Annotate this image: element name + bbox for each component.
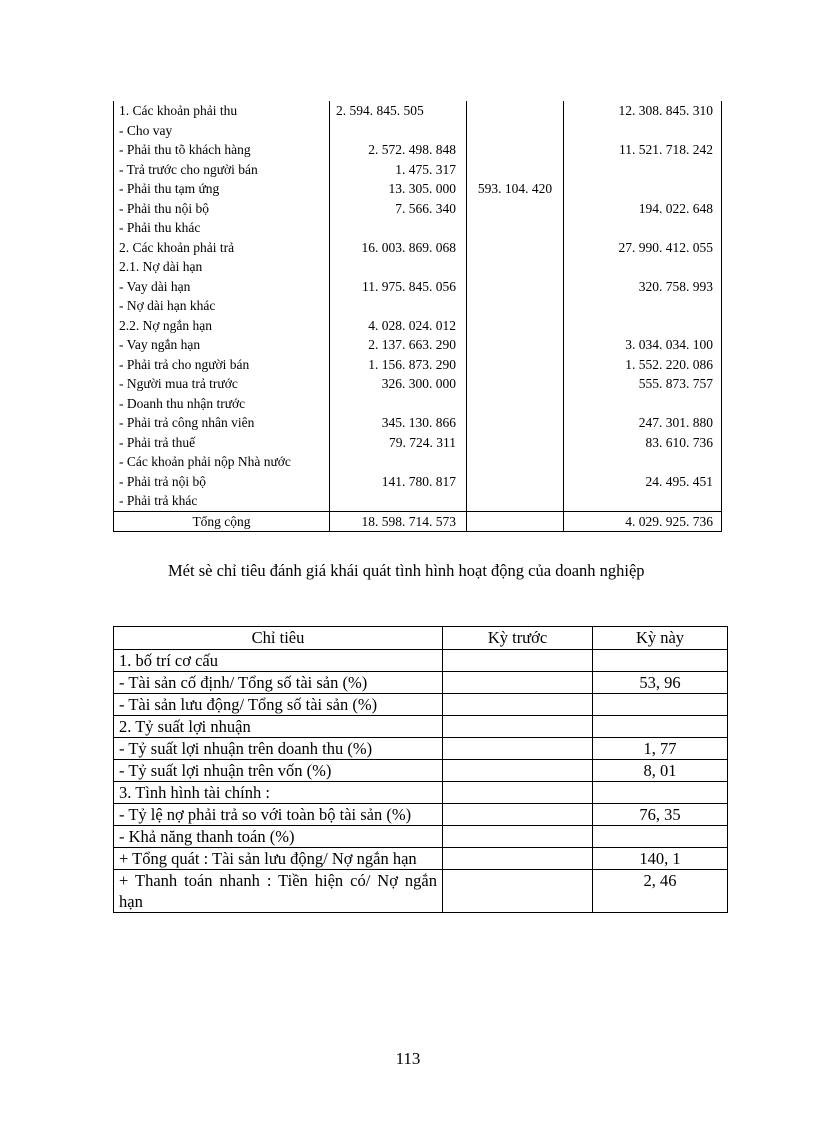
current-period-value bbox=[593, 716, 728, 738]
table-row bbox=[114, 179, 722, 199]
value-col-3: 3. 034. 034. 100 bbox=[564, 335, 722, 355]
value-col-3 bbox=[564, 179, 722, 199]
previous-period-value bbox=[443, 760, 593, 782]
value-col-1: 13. 305. 000 bbox=[330, 179, 467, 199]
header-current-period: Kỳ này bbox=[593, 627, 728, 650]
previous-period-value bbox=[443, 870, 593, 913]
value-col-2 bbox=[467, 121, 564, 141]
table-row bbox=[114, 316, 722, 336]
value-col-1 bbox=[330, 296, 467, 316]
value-col-1: 2. 137. 663. 290 bbox=[330, 335, 467, 355]
value-col-3: 1. 552. 220. 086 bbox=[564, 355, 722, 375]
value-col-3: 194. 022. 648 bbox=[564, 199, 722, 219]
value-col-1 bbox=[330, 218, 467, 238]
previous-period-value bbox=[443, 716, 593, 738]
table-row bbox=[114, 355, 722, 375]
indicator-label: + Tổng quát : Tài sản lưu động/ Nợ ngắn hạn bbox=[114, 848, 443, 870]
value-col-2 bbox=[467, 296, 564, 316]
row-label: 2.2. Nợ ngắn hạn bbox=[114, 316, 330, 336]
value-col-1: 79. 724. 311 bbox=[330, 433, 467, 453]
indicator-row bbox=[114, 848, 728, 870]
indicator-row bbox=[114, 694, 728, 716]
table-row bbox=[114, 491, 722, 511]
value-col-3: 27. 990. 412. 055 bbox=[564, 238, 722, 258]
row-label: - Phải thu khác bbox=[114, 218, 330, 238]
indicator-label: 1. bố trí cơ cấu bbox=[114, 650, 443, 672]
value-col-2 bbox=[467, 511, 564, 532]
current-period-value bbox=[593, 782, 728, 804]
table-row bbox=[114, 199, 722, 219]
value-col-1 bbox=[330, 257, 467, 277]
row-label: - Doanh thu nhận trước bbox=[114, 394, 330, 414]
indicator-label: - Tỷ lệ nợ phải trả so với toàn bộ tài sản (%) bbox=[114, 804, 443, 826]
current-period-value: 140, 1 bbox=[593, 848, 728, 870]
indicator-row bbox=[114, 650, 728, 672]
indicator-label: - Khả năng thanh toán (%) bbox=[114, 826, 443, 848]
indicator-row bbox=[114, 672, 728, 694]
value-col-1: 18. 598. 714. 573 bbox=[330, 511, 467, 532]
value-col-1 bbox=[330, 452, 467, 472]
indicators-header-row bbox=[114, 627, 728, 650]
value-col-2 bbox=[467, 335, 564, 355]
table-row bbox=[114, 296, 722, 316]
value-col-2 bbox=[467, 374, 564, 394]
value-col-2 bbox=[467, 394, 564, 414]
value-col-1: 345. 130. 866 bbox=[330, 413, 467, 433]
previous-period-value bbox=[443, 848, 593, 870]
table-row bbox=[114, 277, 722, 297]
table-row bbox=[114, 160, 722, 180]
current-period-value bbox=[593, 826, 728, 848]
value-col-2 bbox=[467, 316, 564, 336]
previous-period-value bbox=[443, 650, 593, 672]
value-col-3: 555. 873. 757 bbox=[564, 374, 722, 394]
row-label: 2. Các khoản phải trả bbox=[114, 238, 330, 258]
row-label: - Phải thu tạm ứng bbox=[114, 179, 330, 199]
value-col-3 bbox=[564, 452, 722, 472]
value-col-3 bbox=[564, 316, 722, 336]
current-period-value: 2, 46 bbox=[593, 870, 728, 913]
value-col-2 bbox=[467, 257, 564, 277]
value-col-1: 7. 566. 340 bbox=[330, 199, 467, 219]
receivables-payables-table bbox=[113, 101, 722, 532]
table-row bbox=[114, 140, 722, 160]
value-col-2 bbox=[467, 199, 564, 219]
value-col-3: 4. 029. 925. 736 bbox=[564, 511, 722, 532]
table-row bbox=[114, 335, 722, 355]
row-label: - Phải trả công nhân viên bbox=[114, 413, 330, 433]
indicator-label: + Thanh toán nhanh : Tiền hiện có/ Nợ ngắn hạn bbox=[114, 870, 443, 913]
value-col-3 bbox=[564, 296, 722, 316]
value-col-2: 593. 104. 420 bbox=[467, 179, 564, 199]
value-col-2 bbox=[467, 433, 564, 453]
value-col-1: 141. 780. 817 bbox=[330, 472, 467, 492]
indicator-row bbox=[114, 826, 728, 848]
indicator-label: - Tỷ suất lợi nhuận trên vốn (%) bbox=[114, 760, 443, 782]
current-period-value: 53, 96 bbox=[593, 672, 728, 694]
row-label: - Người mua trả trước bbox=[114, 374, 330, 394]
value-col-3 bbox=[564, 394, 722, 414]
row-label: - Các khoản phải nộp Nhà nước bbox=[114, 452, 330, 472]
table-row bbox=[114, 374, 722, 394]
page-number: 113 bbox=[395, 1049, 421, 1068]
value-col-2 bbox=[467, 160, 564, 180]
indicator-row bbox=[114, 870, 728, 913]
value-col-1 bbox=[330, 491, 467, 511]
indicator-label: 2. Tỷ suất lợi nhuận bbox=[114, 716, 443, 738]
row-label: - Phải thu tõ khách hàng bbox=[114, 140, 330, 160]
indicator-row bbox=[114, 738, 728, 760]
indicator-row bbox=[114, 804, 728, 826]
row-label: - Vay dài hạn bbox=[114, 277, 330, 297]
value-col-3 bbox=[564, 491, 722, 511]
row-label: 1. Các khoản phải thu bbox=[114, 101, 330, 121]
value-col-3: 24. 495. 451 bbox=[564, 472, 722, 492]
total-row bbox=[114, 511, 722, 532]
row-label: - Trả trước cho người bán bbox=[114, 160, 330, 180]
value-col-1: 1. 156. 873. 290 bbox=[330, 355, 467, 375]
value-col-2 bbox=[467, 452, 564, 472]
indicator-row bbox=[114, 716, 728, 738]
value-col-1: 16. 003. 869. 068 bbox=[330, 238, 467, 258]
row-label: - Cho vay bbox=[114, 121, 330, 141]
row-label: - Phải trả khác bbox=[114, 491, 330, 511]
value-col-2 bbox=[467, 472, 564, 492]
table-row bbox=[114, 394, 722, 414]
current-period-value bbox=[593, 694, 728, 716]
value-col-2 bbox=[467, 101, 564, 121]
header-indicator: Chỉ tiêu bbox=[114, 627, 443, 650]
table-row bbox=[114, 433, 722, 453]
indicator-label: - Tài sản lưu động/ Tổng số tài sản (%) bbox=[114, 694, 443, 716]
row-label: - Nợ dài hạn khác bbox=[114, 296, 330, 316]
value-col-1 bbox=[330, 394, 467, 414]
value-col-3 bbox=[564, 257, 722, 277]
value-col-3 bbox=[564, 218, 722, 238]
value-col-3: 247. 301. 880 bbox=[564, 413, 722, 433]
table-row bbox=[114, 472, 722, 492]
indicator-label: - Tỷ suất lợi nhuận trên doanh thu (%) bbox=[114, 738, 443, 760]
table-row bbox=[114, 257, 722, 277]
previous-period-value bbox=[443, 826, 593, 848]
value-col-3: 11. 521. 718. 242 bbox=[564, 140, 722, 160]
previous-period-value bbox=[443, 782, 593, 804]
table-row bbox=[114, 238, 722, 258]
row-label: - Phải trả thuế bbox=[114, 433, 330, 453]
section-heading: Mét sè chỉ tiêu đánh giá khái quát tình hình hoạt động của doanh nghiệp bbox=[168, 561, 645, 580]
table-row bbox=[114, 452, 722, 472]
current-period-value: 8, 01 bbox=[593, 760, 728, 782]
row-label: - Phải trả cho người bán bbox=[114, 355, 330, 375]
indicators-table bbox=[113, 626, 728, 913]
table-row bbox=[114, 101, 722, 121]
value-col-3: 12. 308. 845. 310 bbox=[564, 101, 722, 121]
table-row bbox=[114, 121, 722, 141]
table-row bbox=[114, 218, 722, 238]
value-col-1: 11. 975. 845. 056 bbox=[330, 277, 467, 297]
indicator-row bbox=[114, 760, 728, 782]
row-label: - Phải trả nội bộ bbox=[114, 472, 330, 492]
row-label: 2.1. Nợ dài hạn bbox=[114, 257, 330, 277]
value-col-2 bbox=[467, 355, 564, 375]
previous-period-value bbox=[443, 804, 593, 826]
value-col-2 bbox=[467, 413, 564, 433]
value-col-1: 4. 028. 024. 012 bbox=[330, 316, 467, 336]
indicator-row bbox=[114, 782, 728, 804]
value-col-2 bbox=[467, 491, 564, 511]
value-col-3: 320. 758. 993 bbox=[564, 277, 722, 297]
value-col-3 bbox=[564, 160, 722, 180]
value-col-3: 83. 610. 736 bbox=[564, 433, 722, 453]
current-period-value bbox=[593, 650, 728, 672]
indicator-label: 3. Tình hình tài chính : bbox=[114, 782, 443, 804]
previous-period-value bbox=[443, 738, 593, 760]
value-col-2 bbox=[467, 140, 564, 160]
value-col-1: 326. 300. 000 bbox=[330, 374, 467, 394]
current-period-value: 76, 35 bbox=[593, 804, 728, 826]
previous-period-value bbox=[443, 672, 593, 694]
table-row bbox=[114, 413, 722, 433]
row-label: Tổng cộng bbox=[114, 511, 330, 532]
value-col-3 bbox=[564, 121, 722, 141]
row-label: - Phải thu nội bộ bbox=[114, 199, 330, 219]
previous-period-value bbox=[443, 694, 593, 716]
value-col-1 bbox=[330, 121, 467, 141]
value-col-2 bbox=[467, 238, 564, 258]
value-col-2 bbox=[467, 218, 564, 238]
row-label: - Vay ngắn hạn bbox=[114, 335, 330, 355]
current-period-value: 1, 77 bbox=[593, 738, 728, 760]
header-previous-period: Kỳ trước bbox=[443, 627, 593, 650]
value-col-1: 2. 572. 498. 848 bbox=[330, 140, 467, 160]
value-col-1: 1. 475. 317 bbox=[330, 160, 467, 180]
value-col-2 bbox=[467, 277, 564, 297]
value-col-1: 2. 594. 845. 505 bbox=[330, 101, 467, 121]
indicator-label: - Tài sản cố định/ Tổng số tài sản (%) bbox=[114, 672, 443, 694]
